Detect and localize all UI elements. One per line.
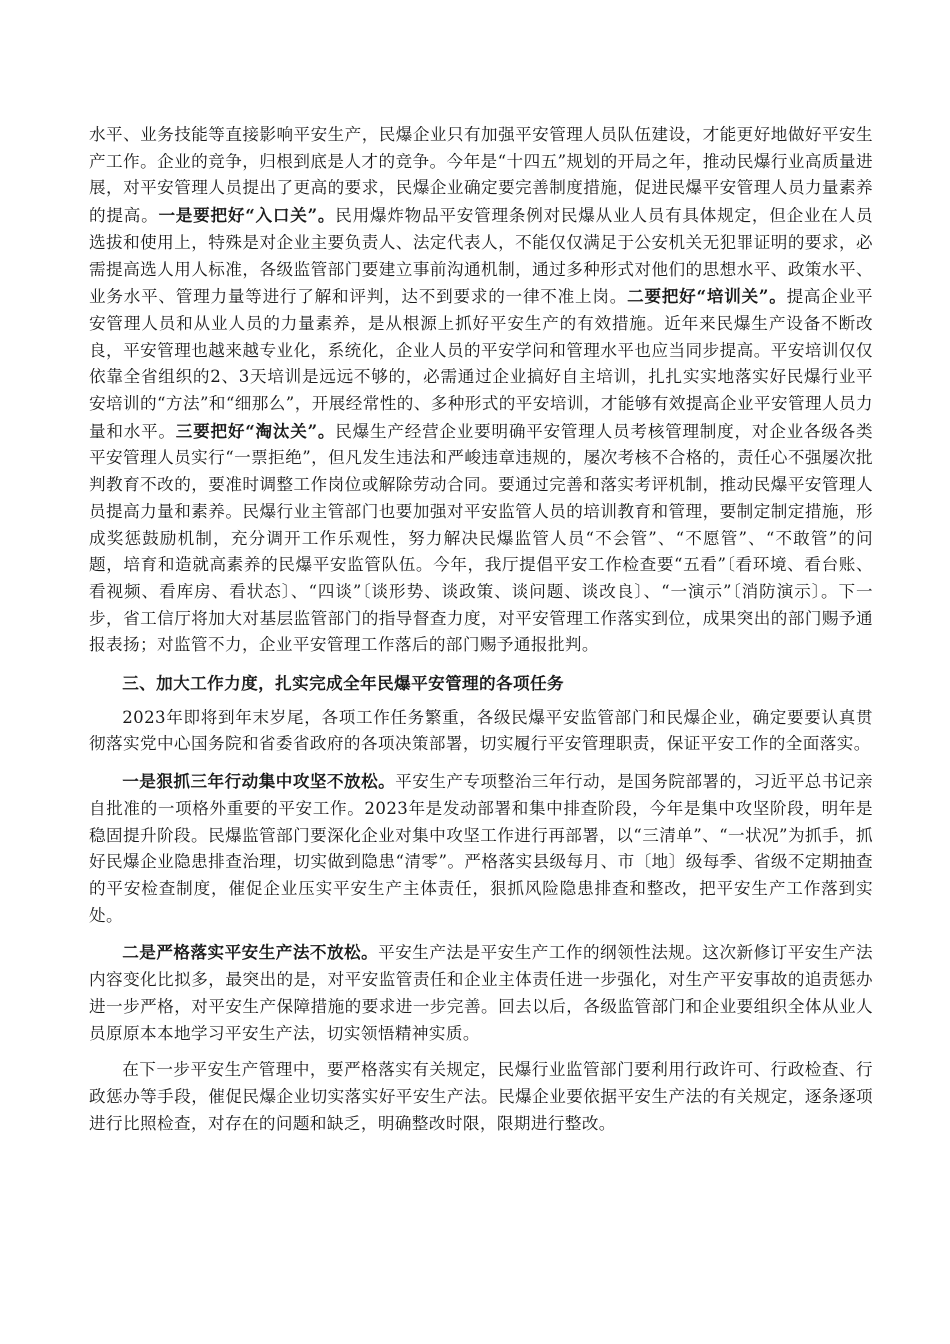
section-heading: 三、加大工作力度，扎实完成全年民爆平安管理的各项任务 xyxy=(122,673,565,694)
paragraph-text: 水平、业务技能等直接影响平安生产，民爆企业只有加强平安管理人员队伍建设，才能更好地做好平安生产工作。企业的竞争，归根到底是人才的竞争。今年是“十四五”规划的开局之年，推动民爆行业高质量进展，对平安管理人员提出了更高的要求，民爆企业确定要完善制度措施，促进民爆平安管理人员力量素养的提高。 xyxy=(89,125,873,226)
paragraph-item-one xyxy=(89,768,873,929)
item-one-lead: 一是狠抓三年行动集中攻坚不放松。 xyxy=(122,771,396,792)
document-body xyxy=(89,122,873,1137)
item-two-lead: 二是严格落实平安生产法不放松。 xyxy=(122,942,379,963)
bold-point-entry: 一是要把好“入口关”。 xyxy=(158,205,336,226)
paragraph-text: 民爆生产经营企业要明确平安管理人员考核管理制度，对企业各级各类平安管理人员实行“一票拒绝”，但凡发生违法和严峻违章违规的，屡次考核不合格的，责任心不强屡次批判教育不改的，要准时调整工作岗位或解除劳动合同。要通过完善和落实考评机制，推动民爆平安管理人员提高力量和素养。民爆行业主管部门也要加强对平安监管人员的培训教育和管理，要制定制定措施，形成奖惩鼓励机制，充分调开工作乐观性，努力解决民爆监管人员“不会管”、“不愿管”、“不敢管”的问题，培育和造就高素养的民爆平安监管队伍。今年，我厅提倡平安工作检查要“五看”〔看环境、看台账、看视频、看库房、看状态〕、“四谈”〔谈形势、谈政策、谈问题、谈改良〕、“一演示”〔消防演示〕。下一步，省工信厅将加大对基层监管部门的指导督查力度，对平安管理工作落实到位，成果突出的部门赐予通报表扬；对监管不力，企业平安管理工作落后的部门赐予通报批判。 xyxy=(89,421,874,655)
item-two-body: 平安生产法是平安生产工作的纲领性法规。这次新修订平安生产法内容变化比拟多，最突出的是，对平安监管责任和企业主体责任进一步强化，对生产平安事故的追责惩办进一步严格，对平安生产保障措施的要求进一步完善。回去以后，各级监管部门和企业要组织全体从业人员原原本本地学习平安生产法，切实领悟精神实质。 xyxy=(89,943,873,1043)
item-one-body: 平安生产专项整治三年行动，是国务院部署的，习近平总书记亲自批准的一项格外重要的平安工作。2023年是发动部署和集中排查阶段，今年是集中攻坚阶段，明年是稳固提升阶段。民爆监管部门要深化企业对集中攻坚工作进行再部署，以“三清单”、“一状况”为抓手，抓好民爆企业隐患排查治理，切实做到隐患“清零”。严格落实县级每月、市〔地〕级每季、省级不定期抽查的平安检查制度，催促企业压实平安生产主体责任，狠抓风险隐患排查和整改，把平安生产工作落到实处。 xyxy=(89,772,873,925)
paragraph-closing: 在下一步平安生产管理中，要严格落实有关规定，民爆行业监管部门要利用行政许可、行政检查、行政惩办等手段，催促民爆企业切实落实好平安生产法。民爆企业要依据平安生产法的有关规定，逐条逐项进行比照检查，对存在的问题和缺乏，明确整改时限，限期进行整改。 xyxy=(89,1060,873,1133)
bold-point-training: 二要把好“培训关”。 xyxy=(627,286,787,307)
paragraph-text: 提高企业平安管理人员和从业人员的力量素养，是从根源上抓好平安生产的有效措施。近年来民爆生产设备不断改良，平安管理也越来越专业化，系统化，企业人员的平安学问和管理水平也应当同步提高。平安培训仅仅依靠全省组织的2、3天培训是远远不够的，必需通过企业搞好自主培训，扎扎实实地落实好民爆行业平安培训的“方法”和“细那么”，开展经常性的、多种形式的平安培训，才能够有效提高企业平安管理人员力量和水平。 xyxy=(89,287,874,441)
bold-point-elimination: 三要把好“淘汰关”。 xyxy=(175,420,336,441)
paragraph-item-two xyxy=(89,939,873,1047)
paragraph-text: 民用爆炸物品平安管理条例对民爆从业人员有具体规定，但企业在人员选拔和使用上，特殊是对企业主要负责人、法定代表人，不能仅仅满足于公安机关无犯罪证明的要求，必需提高选人用人标准，各级监管部门要建立事前沟通机制，通过多种形式对他们的思想水平、政策水平、业务水平、管理力量等进行了解和评判，达不到要求的一律不准上岗。 xyxy=(89,206,873,307)
paragraph-personnel-quality xyxy=(89,122,873,659)
paragraph-section-intro: 2023年即将到年末岁尾，各项工作任务繁重，各级民爆平安监管部门和民爆企业，确定要要认真贯彻落实党中心国务院和省委省政府的各项决策部署，切实履行平安管理职责，保证平安工作的全面落实。 xyxy=(89,707,873,754)
